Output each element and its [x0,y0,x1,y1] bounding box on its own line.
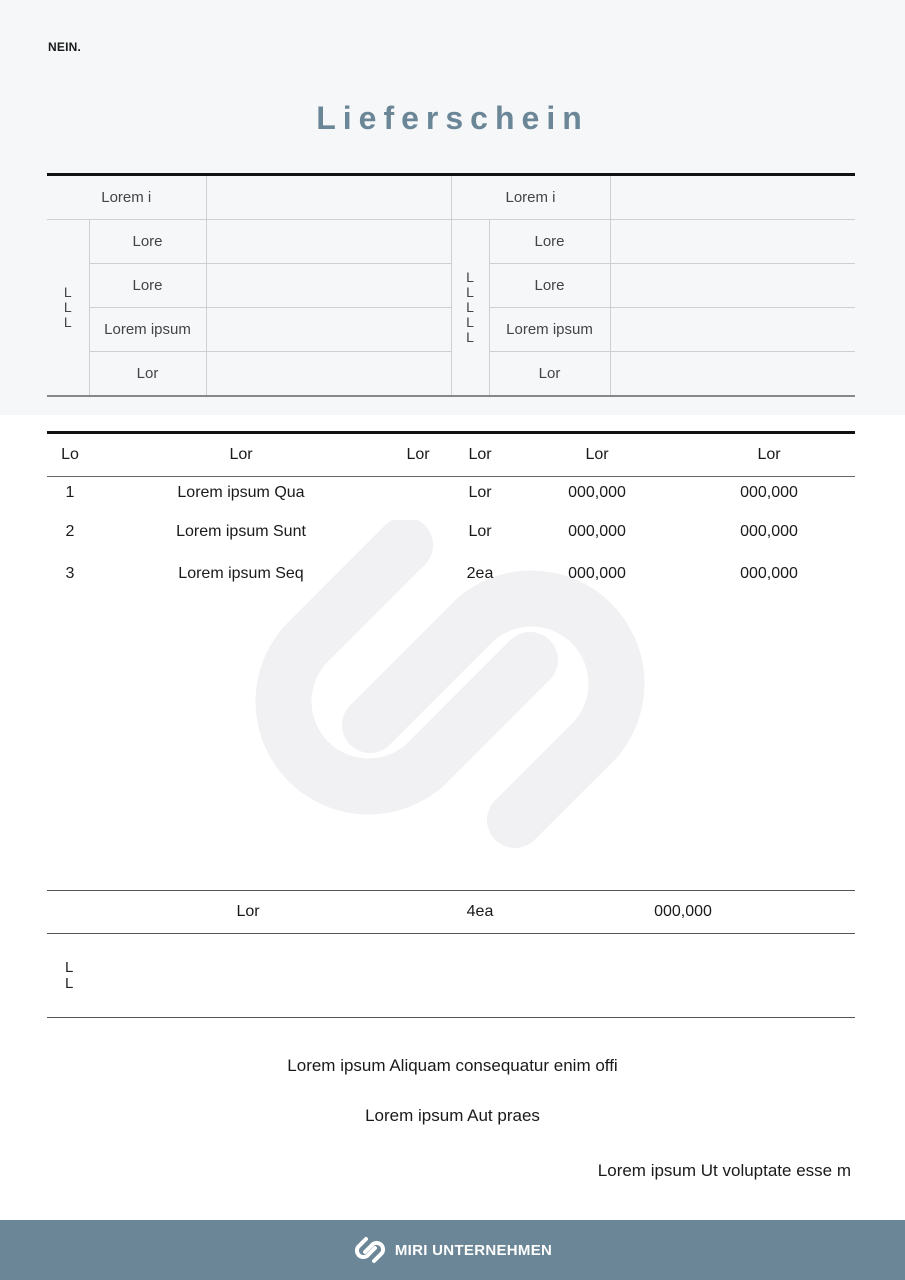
row-price: 000,000 [568,484,626,501]
info-row [47,220,855,264]
column-header-unit: Lor [406,446,430,463]
row-amount: 000,000 [740,523,798,540]
right-field-label: Lorem ipsum [489,308,610,352]
remarks-section [47,933,855,1018]
row-qty: Lor [468,484,492,501]
row-name: Lorem ipsum Seq [178,565,304,582]
totals-label: Lor [236,903,260,920]
left-field-label: Lore [89,264,206,308]
left-field-label: Lorem ipsum [89,308,206,352]
column-header-price: Lor [585,446,609,463]
remarks-label: LL [65,959,74,992]
totals-qty: 4ea [466,903,494,920]
right-header-label: Lorem i [451,175,610,220]
right-field-value [610,352,855,397]
left-group-cell [47,220,89,397]
info-header-row [47,175,855,220]
right-field-value [610,264,855,308]
row-qty: 2ea [466,565,494,582]
left-field-label: Lore [89,220,206,264]
row-qty: Lor [468,523,492,540]
footer-bar [0,1220,905,1280]
row-price: 000,000 [568,523,626,540]
left-header-value [206,175,451,220]
paperclip-logo-icon [353,1236,387,1264]
page-title: Lieferschein [316,100,589,136]
left-header-label: Lorem i [47,175,206,220]
note-line-1: Lorem ipsum Aliquam consequatur enim offi [287,1056,618,1075]
column-header-amount: Lor [757,446,781,463]
row-name: Lorem ipsum Qua [177,484,305,501]
left-field-value [206,220,451,264]
column-header-qty: Lor [468,446,492,463]
table-row [47,523,855,553]
row-name: Lorem ipsum Sunt [176,523,306,540]
left-field-value [206,352,451,397]
right-group-label: LLLLL [466,269,474,345]
note-line-2: Lorem ipsum Aut praes [365,1106,540,1125]
items-table-header [47,431,855,477]
right-group-cell [451,220,489,397]
right-header-value [610,175,855,220]
info-table [47,173,855,397]
column-header-no: Lo [61,446,79,463]
row-no: 3 [65,565,75,582]
row-no: 1 [65,484,75,501]
left-field-label: Lor [89,352,206,397]
column-header-name: Lor [229,446,253,463]
left-field-value [206,308,451,352]
left-field-value [206,264,451,308]
right-field-label: Lore [489,264,610,308]
note-line-3: Lorem ipsum Ut voluptate esse m [597,1161,851,1180]
row-amount: 000,000 [740,484,798,501]
document-number: NEIN. [48,40,82,54]
table-row [47,565,855,595]
right-field-label: Lor [489,352,610,397]
table-row [47,484,855,514]
right-field-value [610,220,855,264]
row-no: 2 [65,523,75,540]
row-amount: 000,000 [740,565,798,582]
right-field-value [610,308,855,352]
row-price: 000,000 [568,565,626,582]
totals-row [47,890,855,934]
left-group-label: LLL [63,284,72,330]
right-field-label: Lore [489,220,610,264]
totals-amount: 000,000 [654,903,712,920]
company-name: MIRI UNTERNEHMEN [394,1241,553,1259]
